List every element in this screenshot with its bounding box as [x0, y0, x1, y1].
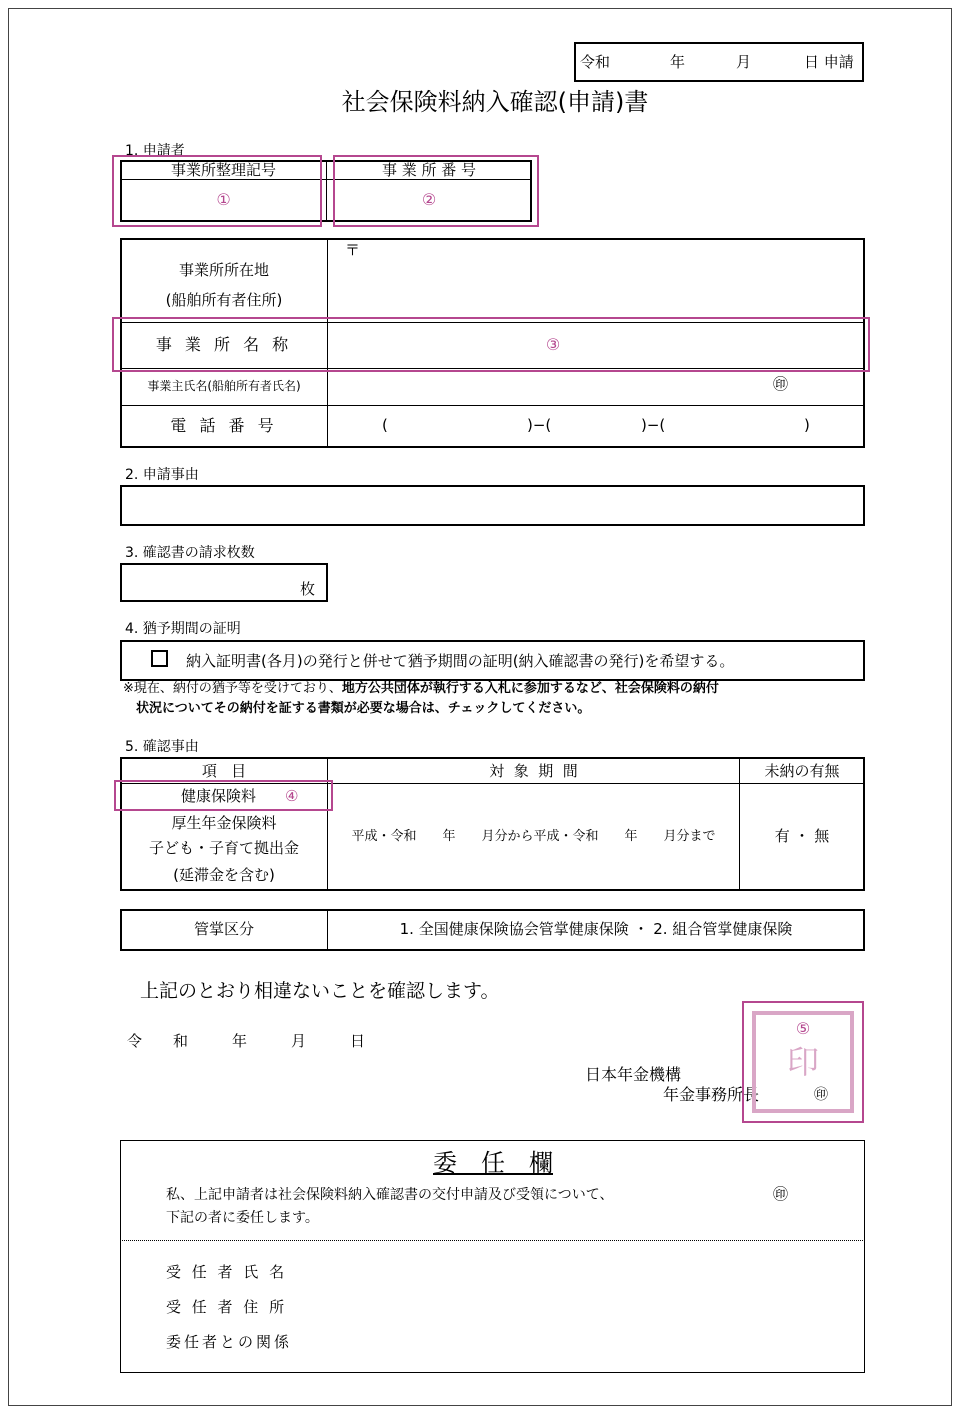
delegate-relationship-label: 委任者との関係	[166, 1333, 293, 1351]
delegate-relationship-input[interactable]	[340, 1328, 840, 1356]
copies-unit: 枚	[300, 580, 316, 598]
confirmation-statement: 上記のとおり相違ないことを確認します。	[140, 980, 500, 1002]
phone-label: 電 話 番 号	[170, 416, 278, 435]
highlight-office-code	[112, 155, 322, 227]
item-health-insurance-marker: ④	[285, 787, 299, 805]
confirm-date-era: 令	[127, 1032, 143, 1050]
highlight-office-number	[333, 155, 539, 227]
confirm-date-day: 日	[350, 1032, 366, 1050]
form-title: 社会保険料納入確認(申請)書	[341, 88, 649, 116]
office-director: 年金事務所長	[663, 1085, 760, 1104]
date-month: 月	[736, 53, 752, 71]
confirm-date-era2: 和	[173, 1032, 189, 1050]
office-name-marker[interactable]: ③	[545, 335, 561, 354]
address-label: 事業所所在地	[178, 260, 269, 279]
organization-name: 日本年金機構	[585, 1065, 682, 1084]
office-name-label: 事 業 所 名 称	[155, 335, 293, 354]
date-era: 令和	[580, 53, 611, 71]
grace-period-note-line2: 状況についてその納付を証する書類が必要な場合は、チェックしてください。	[136, 701, 591, 716]
unpaid-choice[interactable]: 有 ・ 無	[774, 826, 830, 845]
postal-mark: 〒	[345, 241, 361, 259]
section5-label: 5. 確認事由	[125, 739, 199, 755]
section4-label: 4. 猶予期間の証明	[125, 621, 241, 637]
highlight-office-name	[112, 317, 870, 372]
item-health-insurance: 健康保険料	[181, 787, 257, 805]
reason-field[interactable]	[120, 485, 865, 526]
phone-close-paren: )	[804, 416, 810, 434]
owner-seal-icon: ㊞	[773, 375, 789, 393]
address-input[interactable]	[330, 262, 860, 318]
section2-label: 2. 申請事由	[125, 467, 199, 483]
item-late-fee-note: (延滞金を含む)	[173, 865, 275, 884]
item-child-contribution: 子ども・子育て拠出金	[148, 838, 299, 857]
target-period-field[interactable]: 平成・令和 年 月分から平成・令和 年 月分まで	[351, 828, 716, 844]
delegate-name-input[interactable]	[340, 1258, 840, 1286]
section1-label: 1. 申請者	[125, 143, 185, 159]
phone-separator-1: )−(	[527, 416, 552, 434]
applicant-row-divider-3	[121, 405, 864, 406]
stamp-marker: ⑤	[795, 1019, 811, 1038]
item-pension-insurance: 厚生年金保険料	[171, 813, 277, 832]
grace-period-checkbox[interactable]	[151, 650, 168, 667]
note-plain: ※現在、納付の猶予等を受けており、	[123, 681, 342, 696]
office-code-marker: ①	[216, 190, 231, 209]
delegate-address-input[interactable]	[340, 1293, 840, 1321]
highlight-health-insurance	[114, 780, 333, 811]
col-header-item: 項 目	[201, 761, 247, 780]
office-number-marker: ②	[421, 190, 437, 209]
office-seal-icon: ㊞	[814, 1087, 828, 1103]
delegation-title: 委 任 欄	[433, 1149, 553, 1177]
stamp-char-icon: 印	[786, 1043, 819, 1081]
jurisdiction-label: 管掌区分	[193, 919, 254, 938]
confirm-date-year: 年	[232, 1032, 248, 1050]
delegate-address-label: 受 任 者 住 所	[166, 1298, 288, 1316]
office-number-header: 事 業 所 番 号	[381, 160, 477, 179]
col-header-unpaid: 未納の有無	[764, 761, 840, 780]
copies-field[interactable]	[120, 563, 328, 602]
owner-name-label: 事業主氏名(船舶所有者氏名)	[147, 379, 301, 393]
phone-input[interactable]	[390, 410, 800, 442]
delegate-name-label: 受 任 者 氏 名	[166, 1263, 288, 1281]
phone-open-paren: (	[382, 416, 388, 434]
date-year: 年	[670, 53, 686, 71]
confirm-date-month: 月	[291, 1032, 307, 1050]
address-label-sub: (船舶所有者住所)	[165, 290, 283, 309]
phone-separator-2: )−(	[641, 416, 666, 434]
jurisdiction-choice[interactable]: 1. 全国健康保険協会管掌健康保険 ・ 2. 組合管掌健康保険	[399, 919, 793, 938]
delegation-divider	[122, 1240, 863, 1241]
office-code-header: 事業所整理記号	[170, 160, 276, 179]
delegation-line1: 私、上記申請者は社会保険料納入確認書の交付申請及び受領について、	[166, 1187, 614, 1203]
owner-name-input[interactable]	[330, 372, 770, 402]
date-day-apply: 日 申請	[804, 53, 854, 71]
grace-period-note-line1	[123, 682, 719, 695]
note-bold: 地方公共団体が執行する入札に参加するなど、社会保険料の納付	[341, 681, 719, 696]
section3-label: 3. 確認書の請求枚数	[125, 545, 255, 561]
col-header-period: 対 象 期 間	[489, 761, 578, 780]
delegation-seal-icon: ㊞	[773, 1185, 789, 1203]
grace-period-checkbox-label: 納入証明書(各月)の発行と併せて猶予期間の証明(納入確認書の発行)を希望する。	[186, 652, 735, 670]
delegation-line2: 下記の者に委任します。	[166, 1210, 319, 1226]
